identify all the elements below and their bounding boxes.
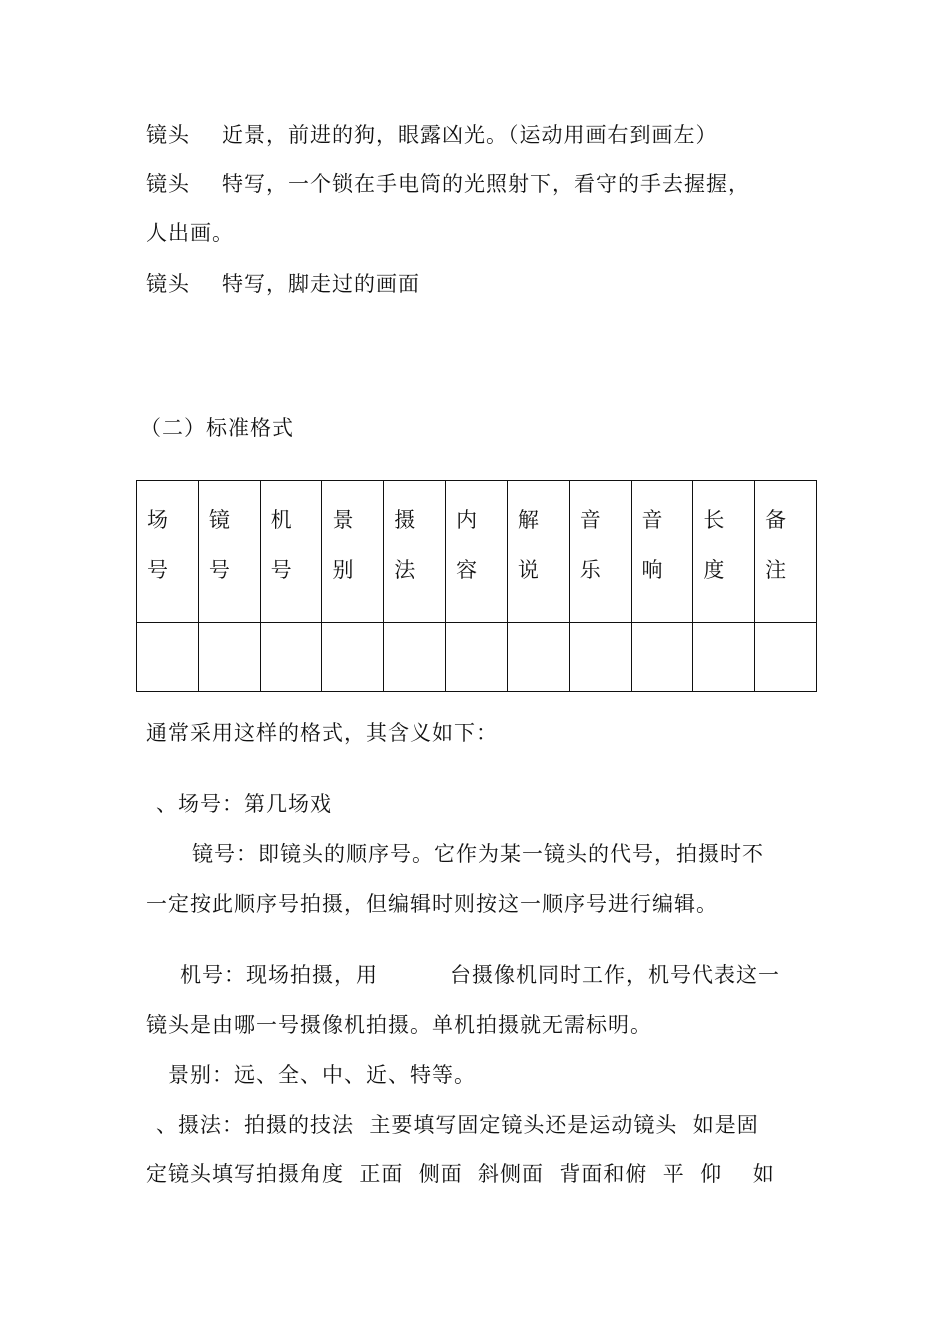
header-char: 内 xyxy=(456,508,478,532)
header-cell-technique xyxy=(384,481,446,623)
shot-description: 特写，脚走过的画面 xyxy=(222,272,420,296)
camera-text-b: 台摄像机同时工作，机号代表这一 xyxy=(450,963,780,987)
header-char: 容 xyxy=(456,558,478,582)
header-cell-notes xyxy=(755,481,817,623)
technique-item-line-2: 定镜头填写拍摄角度 正面 侧面 斜侧面 背面和俯 平 仰 如 xyxy=(146,1162,775,1186)
shot-line-2 xyxy=(146,170,750,198)
header-cell-framing xyxy=(322,481,384,623)
header-char: 备 xyxy=(765,508,787,532)
header-char: 音 xyxy=(641,508,663,532)
framing-item: 景别：远、全、中、近、特等。 xyxy=(168,1063,476,1087)
header-cell-music xyxy=(569,481,631,623)
header-char: 机 xyxy=(270,508,292,532)
header-char: 景 xyxy=(332,508,354,532)
header-char: 解 xyxy=(517,508,539,532)
table-cell xyxy=(569,623,631,692)
table-cell xyxy=(322,623,384,692)
storyboard-format-table xyxy=(136,480,817,692)
shot-number-item-line-2: 一定按此顺序号拍摄，但编辑时则按这一顺序号进行编辑。 xyxy=(146,892,718,916)
table-cell xyxy=(755,623,817,692)
header-cell-narration xyxy=(507,481,569,623)
intro-paragraph: 通常采用这样的格式，其含义如下： xyxy=(146,721,498,745)
header-char: 说 xyxy=(517,558,539,582)
header-cell-content xyxy=(446,481,508,623)
header-char: 响 xyxy=(641,558,663,582)
table-header-row xyxy=(137,481,817,623)
table-cell xyxy=(693,623,755,692)
header-char: 长 xyxy=(703,508,725,532)
header-char: 号 xyxy=(208,558,230,582)
header-char: 音 xyxy=(579,508,601,532)
camera-number-item-line-2: 镜头是由哪一号摄像机拍摄。单机拍摄就无需标明。 xyxy=(146,1013,652,1037)
header-char: 镜 xyxy=(208,508,230,532)
header-char: 度 xyxy=(703,558,725,582)
header-cell-sound xyxy=(631,481,693,623)
shot-description: 特写，一个锁在手电筒的光照射下，看守的手去握握， xyxy=(222,172,750,196)
header-cell-scene xyxy=(137,481,199,623)
header-char: 注 xyxy=(765,558,787,582)
table-cell xyxy=(137,623,199,692)
camera-number-item-line-1 xyxy=(180,961,780,989)
header-char: 号 xyxy=(270,558,292,582)
header-char: 摄 xyxy=(394,508,416,532)
table-cell xyxy=(260,623,322,692)
shot-number-item-line-1: 镜号：即镜头的顺序号。它作为某一镜头的代号，拍摄时不 xyxy=(192,842,764,866)
shot-description: 人出画。 xyxy=(146,221,234,245)
shot-line-2-continued xyxy=(146,219,234,247)
table-cell xyxy=(631,623,693,692)
camera-text-a: 机号：现场拍摄，用 xyxy=(180,963,378,987)
header-char: 场 xyxy=(147,508,168,532)
section-title: （二）标准格式 xyxy=(140,416,294,440)
header-char: 乐 xyxy=(579,558,601,582)
header-char: 号 xyxy=(147,558,168,582)
scene-number-item: 、场号：第几场戏 xyxy=(156,792,332,816)
shot-label: 镜头 xyxy=(146,123,190,147)
header-char: 法 xyxy=(394,558,416,582)
shot-line-3 xyxy=(146,270,420,298)
table-cell xyxy=(446,623,508,692)
table-cell xyxy=(384,623,446,692)
header-char: 别 xyxy=(332,558,354,582)
header-cell-length xyxy=(693,481,755,623)
technique-item-line-1: 、摄法：拍摄的技法 主要填写固定镜头还是运动镜头 如是固 xyxy=(156,1113,759,1137)
table-row xyxy=(137,623,817,692)
table-cell xyxy=(198,623,260,692)
shot-label: 镜头 xyxy=(146,272,190,296)
shot-line-1 xyxy=(146,121,718,149)
table-cell xyxy=(507,623,569,692)
shot-description: 近景，前进的狗，眼露凶光。（运动用画右到画左） xyxy=(222,123,718,147)
header-cell-shot xyxy=(198,481,260,623)
shot-label: 镜头 xyxy=(146,172,190,196)
header-cell-camera xyxy=(260,481,322,623)
